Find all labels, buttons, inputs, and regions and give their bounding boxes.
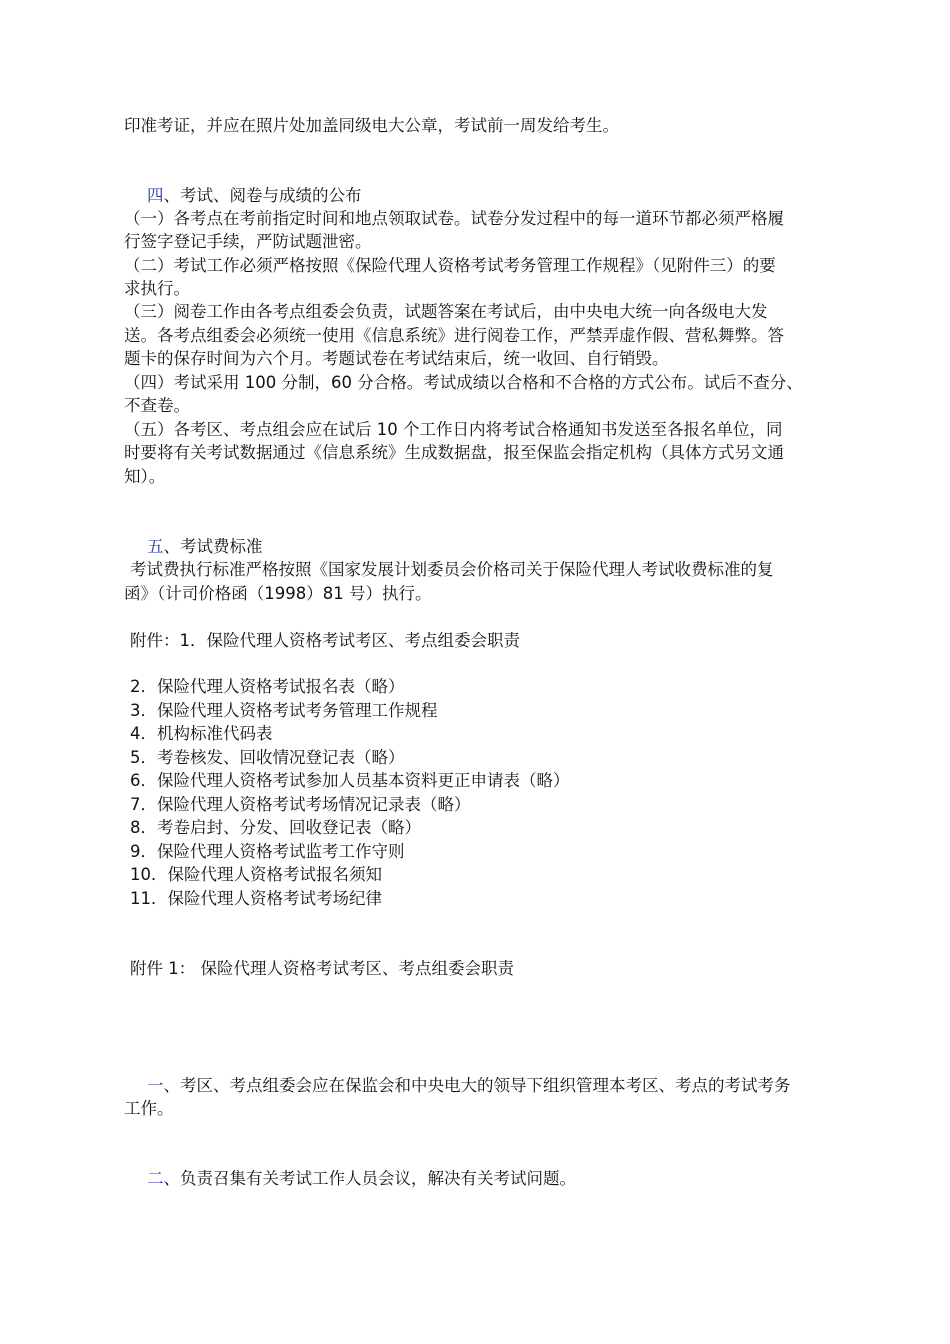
paragraph-line: 时要将有关考试数据通过《信息系统》生成数据盘，报至保监会指定机构（具体方式另文通 bbox=[124, 443, 784, 462]
attachment-item: 11．保险代理人资格考试考场纪律 bbox=[130, 889, 382, 908]
duty-text: 、负责召集有关考试工作人员会议，解决有关考试问题。 bbox=[163, 1169, 576, 1188]
duty-item bbox=[147, 1074, 791, 1097]
paragraph-line: （四）考试采用 100 分制，60 分合格。考试成绩以合格和不合格的方式公布。试后不查分、 bbox=[124, 373, 803, 392]
paragraph-line: （三）阅卷工作由各考点组委会负责，试题答案在考试后，由中央电大统一向各级电大发 bbox=[124, 302, 768, 321]
duty-text: 、考区、考点组委会应在保监会和中央电大的领导下组织管理本考区、考点的考试考务 bbox=[163, 1076, 791, 1095]
paragraph-line: 函》（计司价格函（1998）81 号）执行。 bbox=[124, 584, 432, 603]
attachment-item: 9．保险代理人资格考试监考工作守则 bbox=[130, 842, 405, 861]
attachment-item: 5．考卷核发、回收情况登记表（略） bbox=[130, 748, 405, 767]
paragraph-line: 考试费执行标准严格按照《国家发展计划委员会价格司关于保险代理人考试收费标准的复 bbox=[130, 560, 774, 579]
attachment-item: 2．保险代理人资格考试报名表（略） bbox=[130, 677, 405, 696]
section-number: 五 bbox=[147, 537, 164, 556]
paragraph-line: （一）各考点在考前指定时间和地点领取试卷。试卷分发过程中的每一道环节都必须严格履 bbox=[124, 209, 784, 228]
section-heading bbox=[147, 184, 362, 207]
paragraph-line: 题卡的保存时间为六个月。考题试卷在考试结束后，统一收回、自行销毁。 bbox=[124, 349, 669, 368]
duty-number: 二 bbox=[147, 1169, 164, 1188]
paragraph-line: 送。各考点组委会必须统一使用《信息系统》进行阅卷工作，严禁弄虚作假、营私舞弊。答 bbox=[124, 326, 784, 345]
paragraph-line: 知）。 bbox=[124, 467, 166, 486]
attachment-heading: 附件 1： 保险代理人资格考试考区、考点组委会职责 bbox=[130, 959, 514, 978]
paragraph-line: 工作。 bbox=[124, 1099, 174, 1118]
attachment-item: 6．保险代理人资格考试参加人员基本资料更正申请表（略） bbox=[130, 771, 570, 790]
attachment-item: 4．机构标准代码表 bbox=[130, 724, 273, 743]
section-heading bbox=[147, 535, 263, 558]
paragraph-line: （二）考试工作必须严格按照《保险代理人资格考试考务管理工作规程》（见附件三）的要 bbox=[124, 256, 776, 275]
attachment-item: 8．考卷启封、分发、回收登记表（略） bbox=[130, 818, 421, 837]
paragraph-line: （五）各考区、考点组会应在试后 10 个工作日内将考试合格通知书发送至各报名单位，同 bbox=[124, 420, 783, 439]
section-title: 、考试、阅卷与成绩的公布 bbox=[163, 186, 362, 205]
section-title: 、考试费标准 bbox=[163, 537, 263, 556]
paragraph-line: 行签字登记手续，严防试题泄密。 bbox=[124, 232, 372, 251]
duty-number: 一 bbox=[147, 1076, 164, 1095]
duty-item bbox=[147, 1167, 576, 1190]
attachment-item: 7．保险代理人资格考试考场情况记录表（略） bbox=[130, 795, 471, 814]
paragraph-line: 不查卷。 bbox=[124, 396, 190, 415]
attachment-item: 3．保险代理人资格考试考务管理工作规程 bbox=[130, 701, 438, 720]
paragraph-line: 印准考证，并应在照片处加盖同级电大公章，考试前一周发给考生。 bbox=[124, 116, 619, 135]
section-number: 四 bbox=[147, 186, 164, 205]
attachment-list-heading: 附件：1．保险代理人资格考试考区、考点组委会职责 bbox=[130, 631, 520, 650]
attachment-item: 10．保险代理人资格考试报名须知 bbox=[130, 865, 382, 884]
paragraph-line: 求执行。 bbox=[124, 279, 190, 298]
